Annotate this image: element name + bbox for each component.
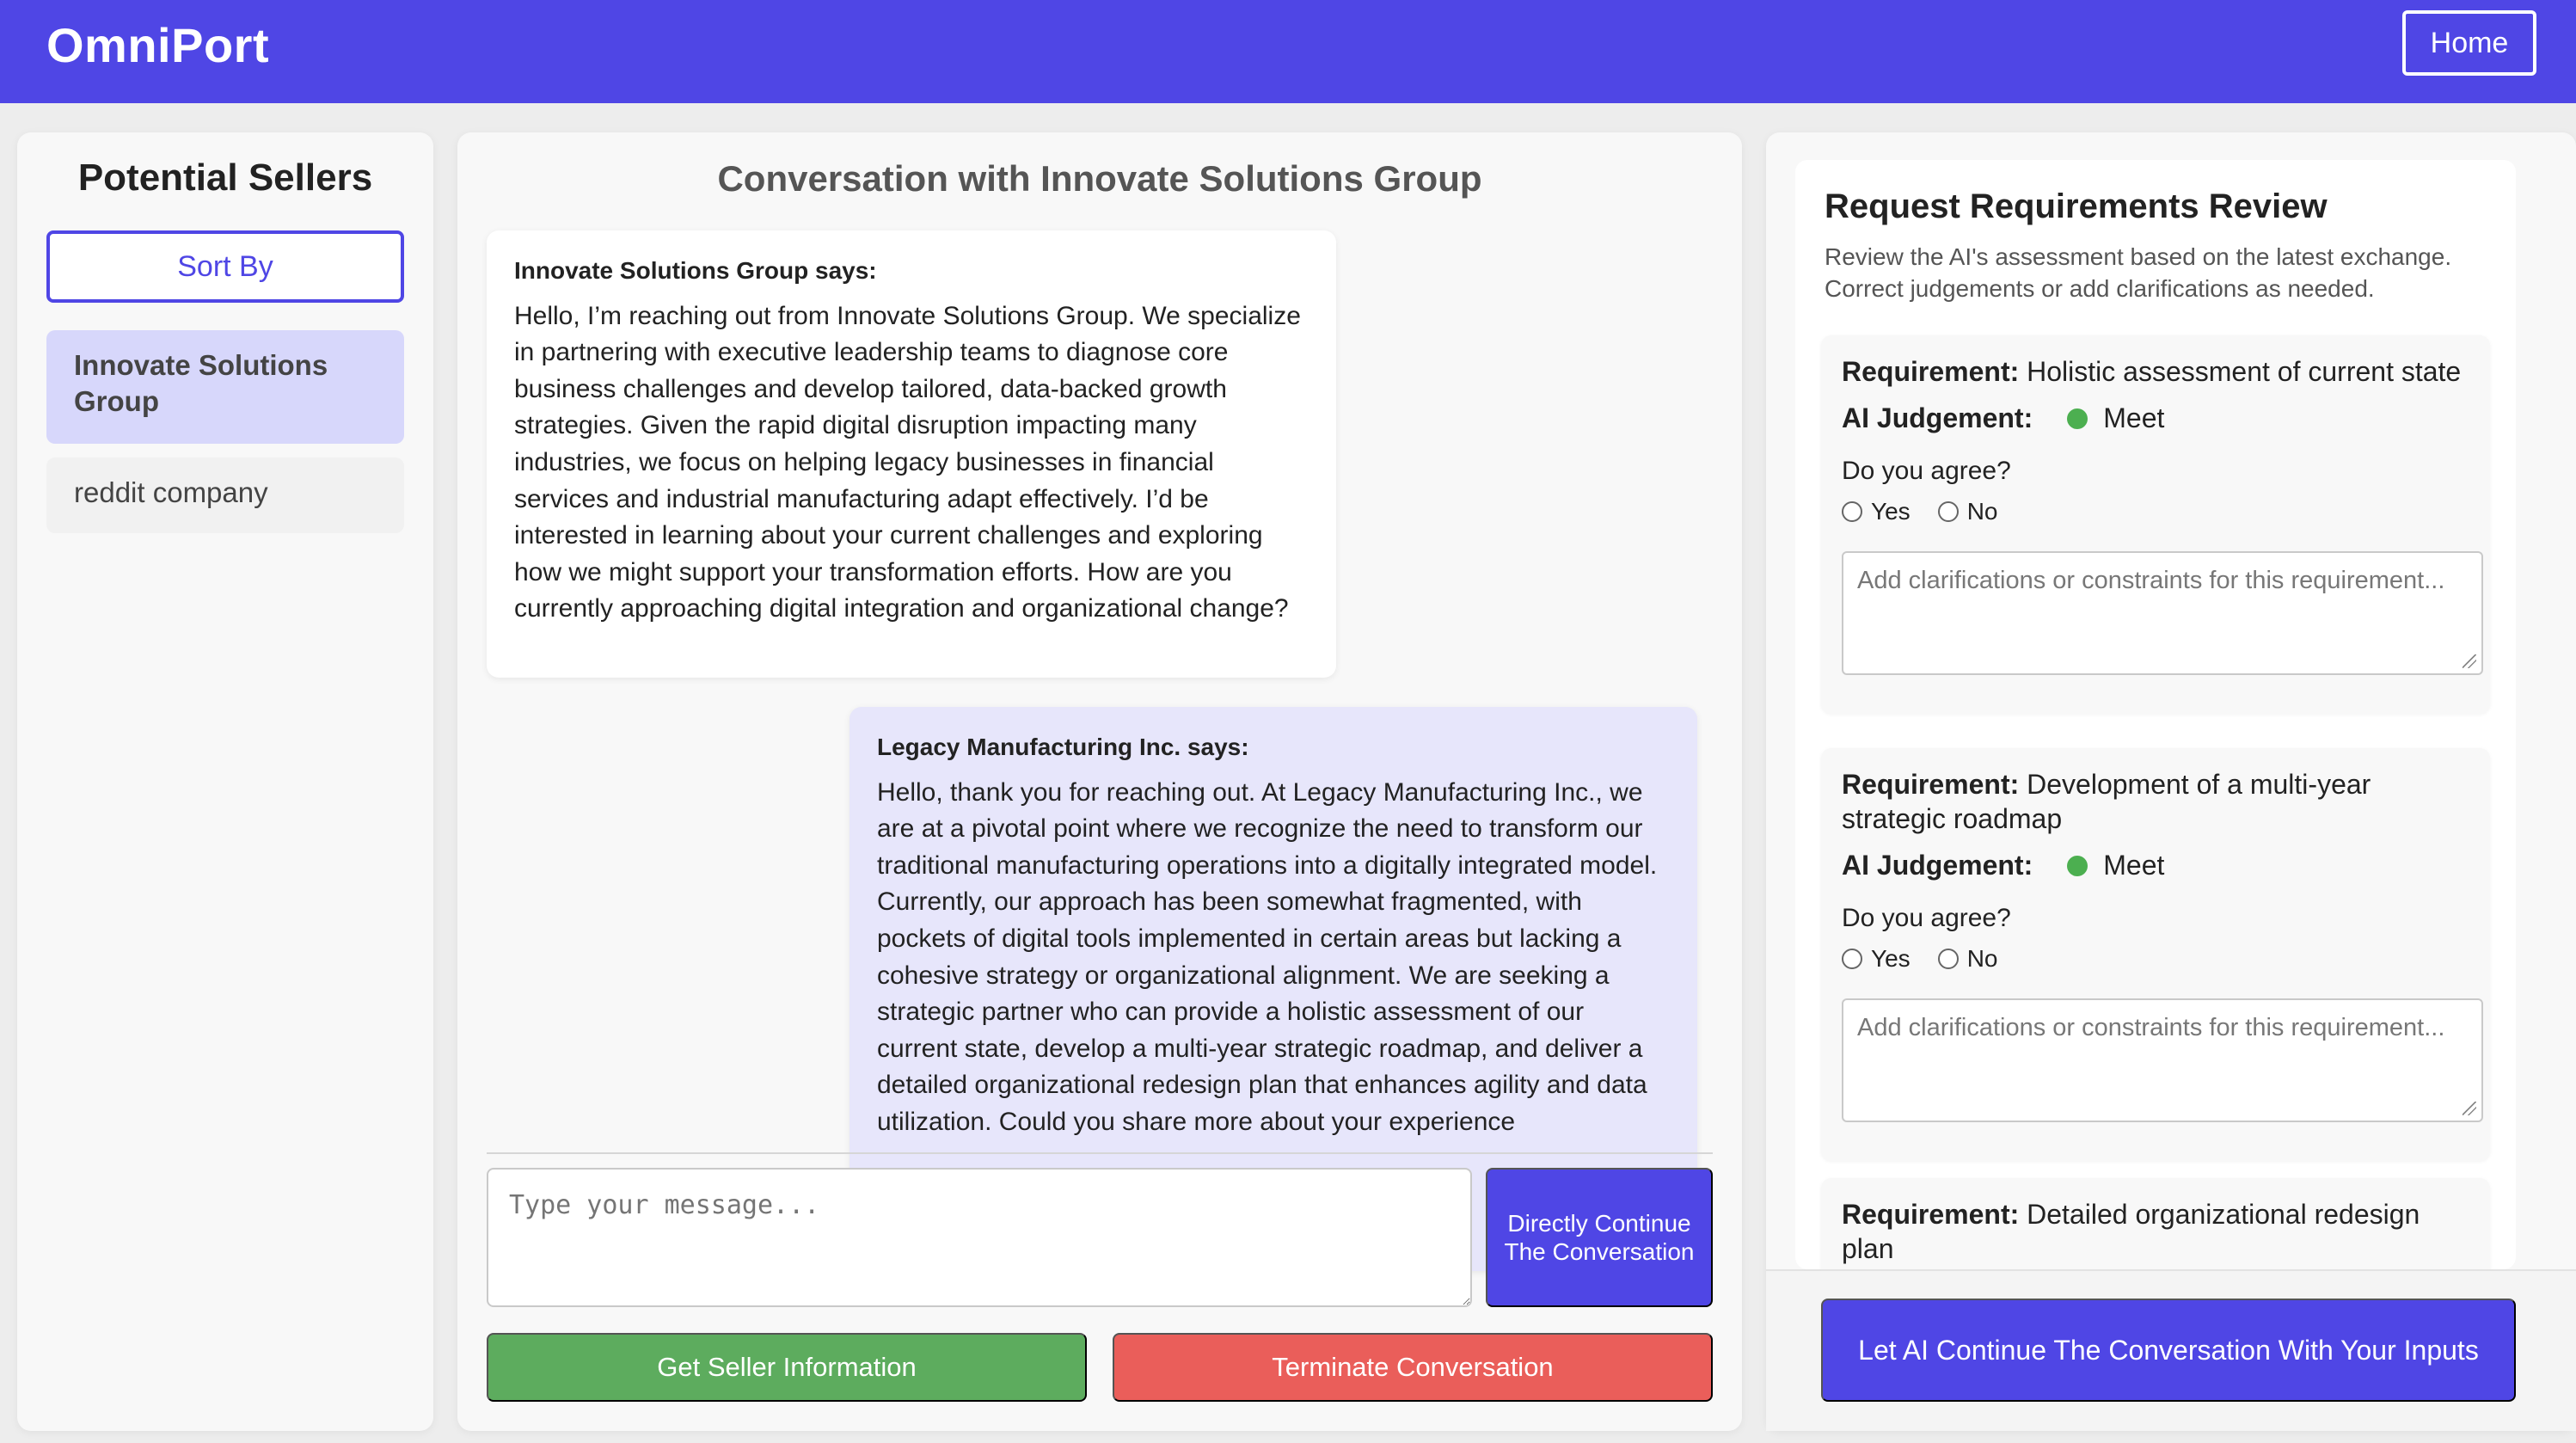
- review-description: Review the AI's assessment based on the latest exchange. Correct judgements or add clarifications as needed.: [1825, 243, 2452, 302]
- requirement-prefix: Requirement:: [1842, 356, 2020, 387]
- conversation-panel: [457, 132, 1742, 1431]
- requirement-prefix: Requirement:: [1842, 1199, 2020, 1230]
- requirement-text: Development of a multi-year strategic roadmap: [1842, 769, 2371, 834]
- requirement-text: Detailed organizational redesign plan: [1842, 1199, 2420, 1264]
- clarification-textarea[interactable]: [1842, 551, 2483, 675]
- requirement-card: [1821, 748, 2490, 1161]
- sellers-panel: [17, 132, 433, 1431]
- yes-label: Yes: [1871, 498, 1911, 525]
- direct-continue-button[interactable]: Directly Continue The Conversation: [1486, 1168, 1713, 1307]
- conversation-title: Conversation with Innovate Solutions Group: [717, 158, 1482, 199]
- ai-judgement-value: Meet: [2103, 402, 2165, 433]
- message-input[interactable]: [487, 1168, 1472, 1307]
- review-title: Request Requirements Review: [1825, 187, 2328, 225]
- brand-logo: OmniPort: [46, 18, 270, 72]
- ai-judgement-value: Meet: [2103, 850, 2165, 881]
- home-button[interactable]: Home: [2402, 10, 2536, 76]
- sellers-panel-title: Potential Sellers: [77, 157, 373, 199]
- message-sender: Legacy Manufacturing Inc. says:: [877, 734, 1249, 760]
- resize-handle-icon[interactable]: [2463, 1102, 2476, 1115]
- message-bubble-seller: [487, 230, 1336, 678]
- yes-radio[interactable]: [1842, 501, 1862, 522]
- seller-item-reddit-company[interactable]: reddit company: [46, 457, 404, 533]
- clarification-textarea[interactable]: [1842, 998, 2483, 1122]
- agree-question: Do you agree?: [1842, 904, 2011, 932]
- top-navbar: [0, 0, 2576, 103]
- no-label: No: [1966, 498, 1998, 525]
- terminate-conversation-button[interactable]: Terminate Conversation: [1113, 1333, 1713, 1402]
- seller-item-innovate-solutions-group[interactable]: Innovate Solutions Group: [46, 330, 404, 444]
- clarification-placeholder: Add clarifications or constraints for this requirement...: [1857, 1014, 2445, 1041]
- no-radio[interactable]: [1938, 949, 1959, 969]
- requirement-card: [1821, 335, 2490, 714]
- ai-judgement-row: [1842, 402, 2469, 434]
- requirement-title: [1842, 354, 2469, 389]
- requirement-text: Holistic assessment of current state: [2027, 356, 2462, 387]
- ai-judgement-label: AI Judgement:: [1842, 850, 2033, 881]
- ai-judgement-row: [1842, 850, 2469, 881]
- agree-question: Do you agree?: [1842, 457, 2011, 485]
- agree-radio-group: [1842, 498, 2469, 525]
- requirements-review-panel: [1766, 132, 2576, 1431]
- ai-judgement-label: AI Judgement:: [1842, 402, 2033, 433]
- composer-divider: [487, 1152, 1713, 1154]
- message-text: Hello, thank you for reaching out. At Legacy Manufacturing Inc., we are at a pivotal point where we recognize the need to transform our traditional manufacturing operations into a digitally integrated model. Currently, our approach has been somewhat fragmented, with pockets of digital tools implemented in certain areas but lacking a cohesive strategy or organizational alignment. We are seeking a strategic partner who can provide a holistic assessment of our current state, develop a multi-year strategic roadmap, and deliver a detailed organizational redesign plan that enhances agility and data utilization. Could you share more about your experience: [877, 777, 1658, 1136]
- message-text: Hello, I’m reaching out from Innovate Solutions Group. We specialize in partnering with executive leadership teams to diagnose core business challenges and develop tailored, data-backed growth strategies. Given the rapid digital disruption impacting many industries, we focus on helping legacy businesses in financial services and industrial manufacturing adapt effectively. I’d be interested in learning about your current challenges and exploring how we might support your transformation efforts. How are you currently approaching digital integration and organizational change?: [514, 301, 1301, 623]
- message-sender: Innovate Solutions Group says:: [514, 257, 877, 284]
- yes-label: Yes: [1871, 945, 1911, 972]
- yes-radio[interactable]: [1842, 949, 1862, 969]
- requirement-prefix: Requirement:: [1842, 769, 2020, 800]
- status-dot-icon: [2067, 408, 2088, 429]
- requirements-review-card[interactable]: [1795, 160, 2516, 1269]
- get-seller-information-button[interactable]: Get Seller Information: [487, 1333, 1087, 1402]
- status-dot-icon: [2067, 856, 2088, 876]
- no-label: No: [1966, 945, 1998, 972]
- ai-continue-button[interactable]: Let AI Continue The Conversation With Your Inputs: [1821, 1299, 2516, 1402]
- no-radio[interactable]: [1938, 501, 1959, 522]
- requirement-title: [1842, 767, 2469, 836]
- clarification-placeholder: Add clarifications or constraints for this requirement...: [1857, 567, 2445, 594]
- resize-handle-icon[interactable]: [2463, 654, 2476, 668]
- requirement-title: [1842, 1197, 2469, 1266]
- agree-radio-group: [1842, 945, 2469, 973]
- sort-by-button[interactable]: Sort By: [46, 230, 404, 303]
